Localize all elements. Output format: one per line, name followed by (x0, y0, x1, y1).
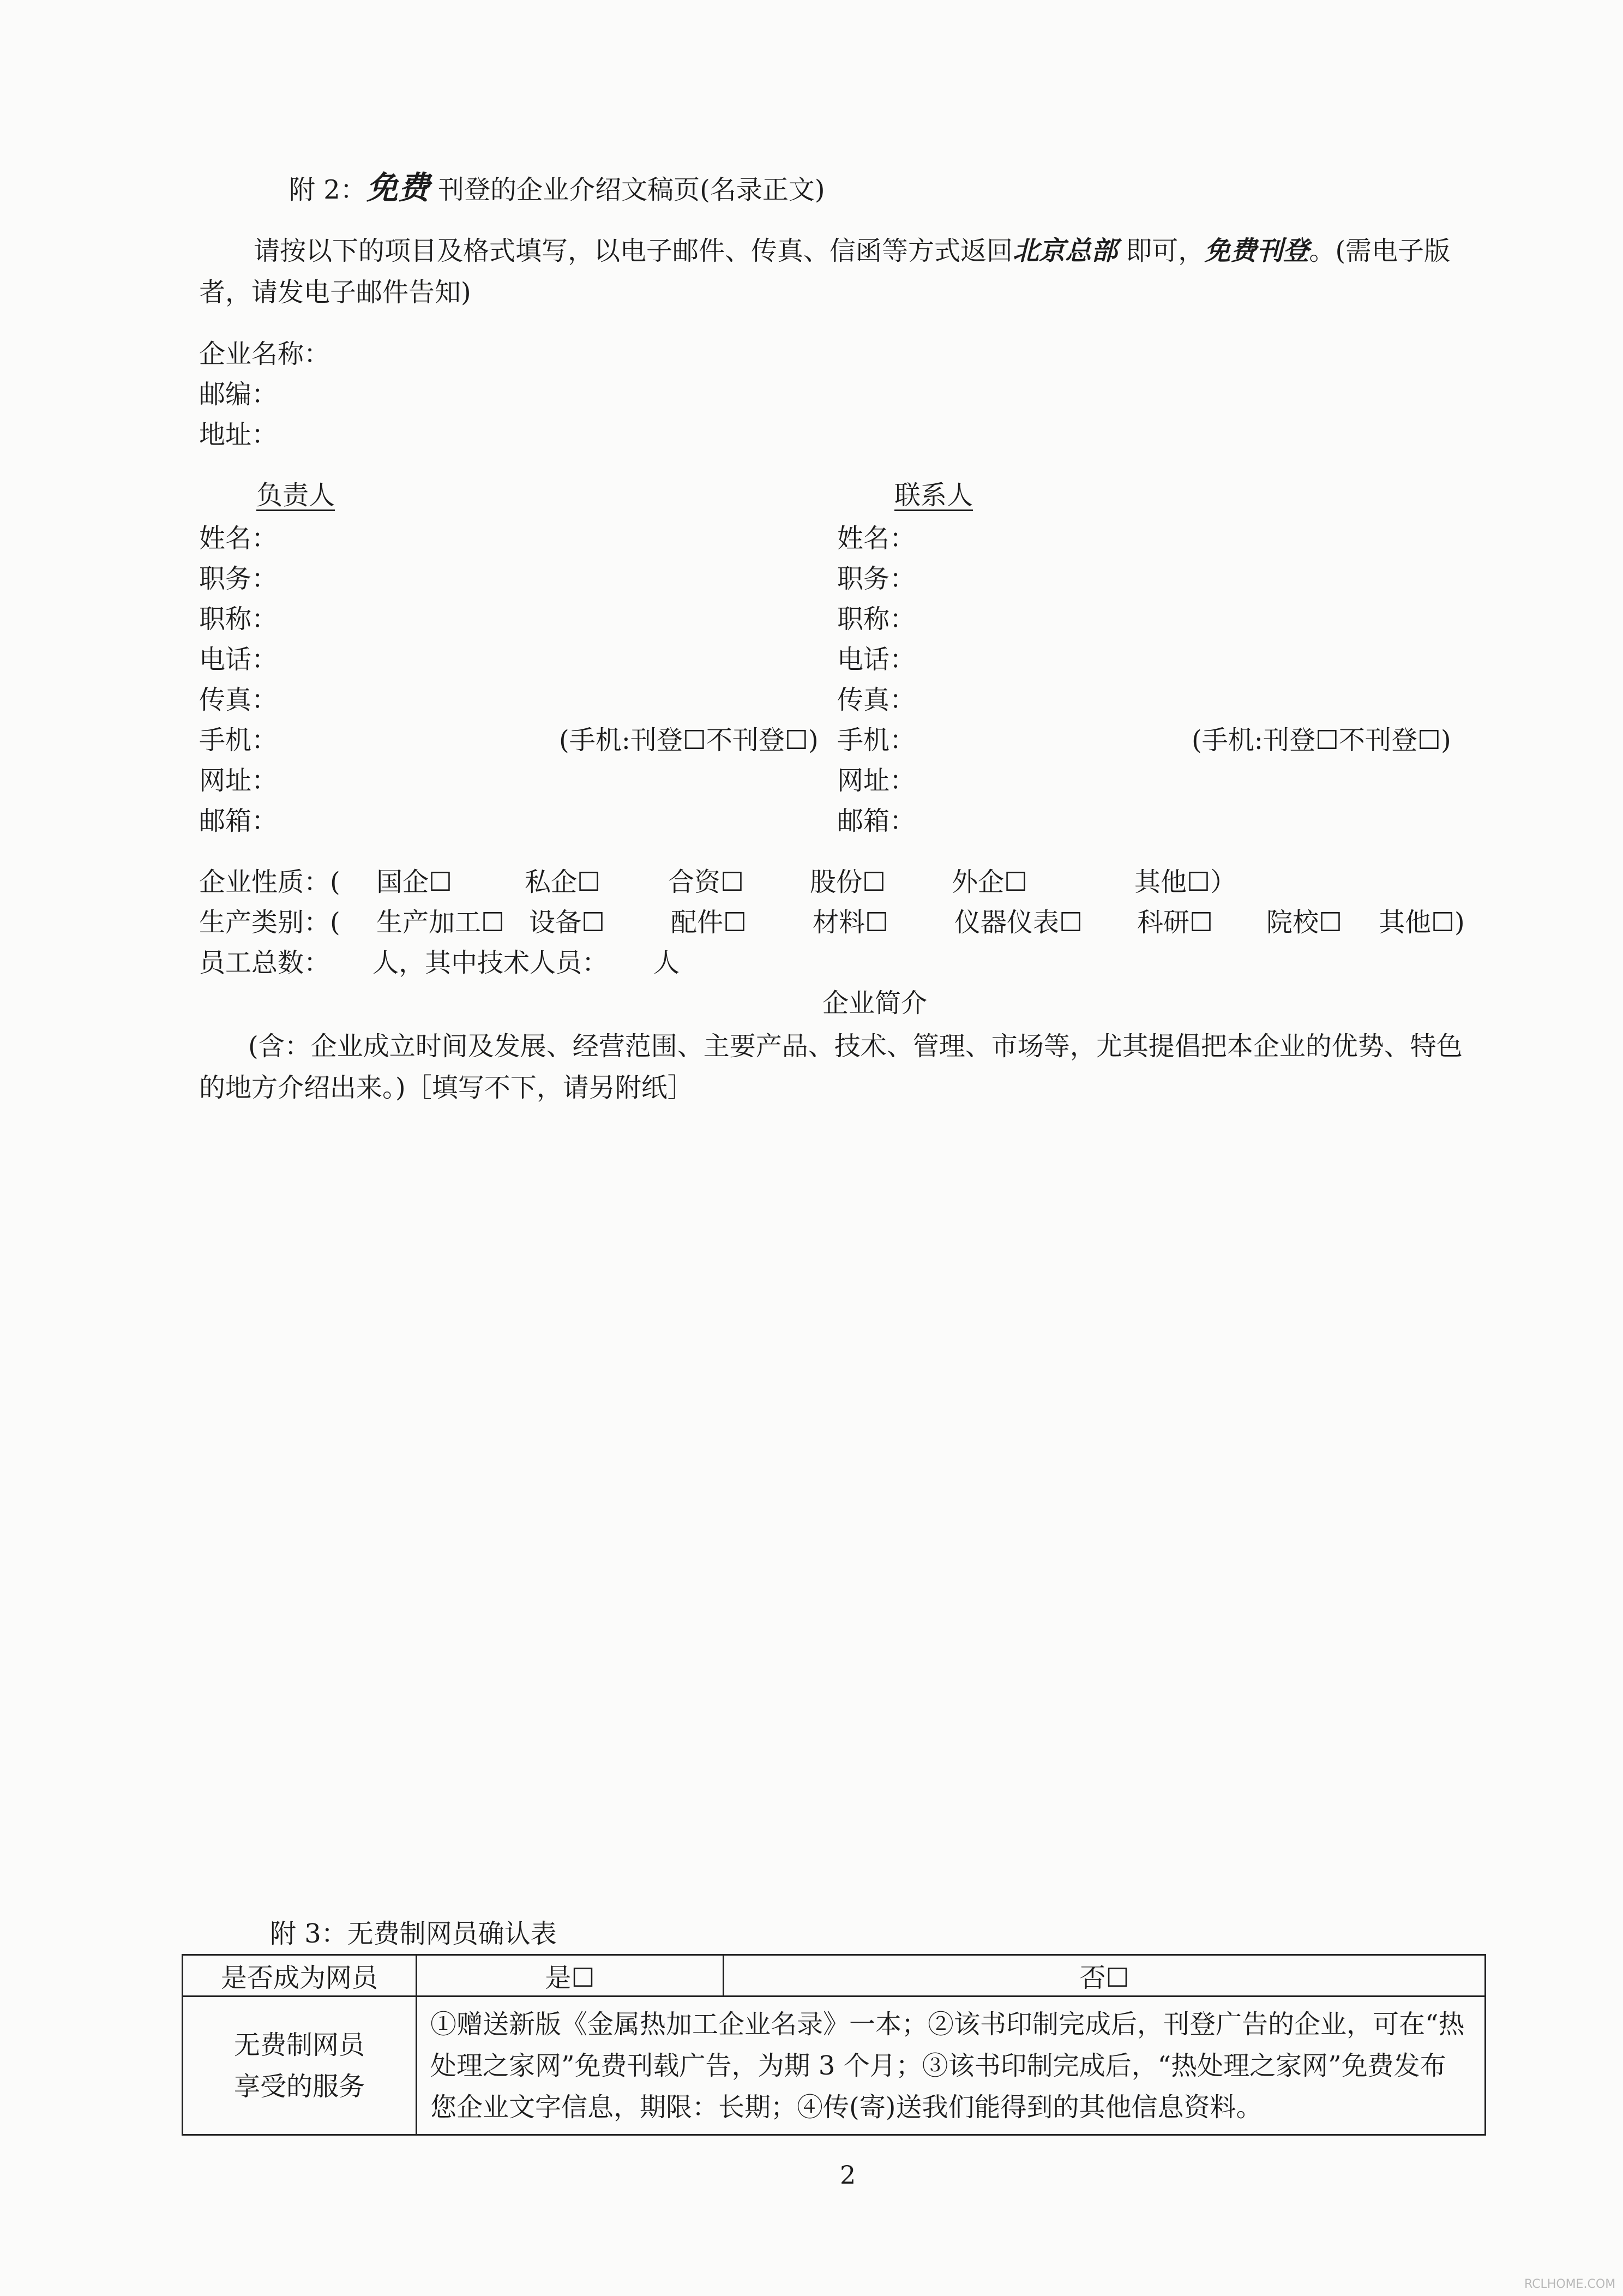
contact-heading: 联系人 (894, 480, 973, 511)
profile-note-text: (含：企业成立时间及发展、经营范围、主要产品、技术、管理、市场等，尤其提倡把本企业的优势、特色的地方介绍出来。)［填写不下，请另附纸］ (199, 1031, 1463, 1103)
contact-fax: 传真： (837, 685, 916, 715)
services-description: ①赠送新版《金属热加工企业名录》一本；②该书印制完成后，刊登广告的企业，可在“热处理之家网”免费刊载广告，为期 3 个月；③该书印制完成后，“热处理之家网”免费发布您企业文字信息，期限：长期；④传(寄)送我们能得到的其他信息资料。 (417, 1997, 1486, 2135)
employees-label: 员工总数： (199, 948, 330, 978)
responsible-fax: 传真： (199, 685, 278, 715)
profile-note (199, 1026, 1486, 1108)
field-address: 地址： (199, 419, 278, 450)
responsible-phone: 电话： (199, 644, 278, 675)
responsible-fields (199, 518, 278, 841)
instruction-hq: 北京总部 (1013, 236, 1118, 266)
profile-heading: 企业简介 (822, 988, 928, 1018)
contact-position: 职务： (837, 563, 916, 594)
yes-checkbox[interactable]: 是☐ (417, 1955, 724, 1997)
responsible-heading: 负责人 (256, 480, 335, 511)
employees-unit-2: 人 (653, 948, 680, 978)
contact-email: 邮箱： (837, 806, 916, 836)
nature-option-foreign: 外企☐ (952, 867, 1028, 897)
instruction-text-2: 即可， (1117, 236, 1205, 266)
responsible-website: 网址： (199, 765, 278, 796)
services-label-cell (183, 1997, 417, 2135)
employees-unit-1: 人，其中技术人员： (372, 948, 609, 978)
nature-option-private: 私企☐ (525, 867, 601, 897)
nature-option-joint: 合资☐ (668, 867, 744, 897)
no-checkbox[interactable]: 否☐ (724, 1955, 1486, 1997)
appendix2-title (289, 170, 825, 207)
production-label: 生产类别：( (199, 907, 340, 938)
responsible-mobile: 手机： (199, 725, 278, 756)
field-postcode: 邮编： (199, 379, 278, 410)
services-label-line1: 无费制网员 (233, 2029, 365, 2060)
production-option-college: 院校☐ (1266, 907, 1343, 938)
appendix2-prefix: 附 2： (289, 175, 366, 205)
contact-fields (837, 518, 916, 841)
responsible-mobile-option: (手机:刊登☐不刊登☐) (559, 725, 819, 756)
production-option-instruments: 仪器仪表☐ (954, 907, 1083, 938)
production-option-equipment: 设备☐ (529, 907, 605, 938)
production-option-research: 科研☐ (1137, 907, 1213, 938)
appendix2-free-emphasis: 免费 (366, 169, 430, 206)
watermark-text: RCLHOME.COM (1524, 2277, 1616, 2291)
responsible-title: 职称： (199, 604, 278, 634)
responsible-email: 邮箱： (199, 806, 278, 836)
page-number: 2 (840, 2160, 856, 2190)
contact-mobile: 手机： (837, 725, 916, 756)
nature-option-other: 其他☐） (1134, 867, 1237, 897)
membership-table (182, 1954, 1486, 2136)
instruction-text-1: 请按以下的项目及格式填写，以电子邮件、传真、信函等方式返回 (254, 236, 1013, 266)
nature-option-shares: 股份☐ (810, 867, 886, 897)
instruction-paragraph (199, 230, 1486, 313)
production-option-parts: 配件☐ (671, 907, 747, 938)
contact-title: 职称： (837, 604, 916, 634)
company-fields (199, 334, 330, 455)
contact-website: 网址： (837, 765, 916, 796)
contact-phone: 电话： (837, 644, 916, 675)
production-option-other: 其他☐) (1379, 907, 1465, 938)
production-option-processing: 生产加工☐ (376, 907, 505, 938)
contact-mobile-option: (手机:刊登☐不刊登☐) (1192, 725, 1451, 756)
nature-option-state: 国企☐ (376, 867, 453, 897)
nature-label: 企业性质：( (199, 867, 340, 897)
membership-question-cell: 是否成为网员 (183, 1955, 417, 1997)
appendix3-title: 附 3：无费制网员确认表 (270, 1919, 557, 1949)
instruction-free-publish: 免费刊登 (1204, 236, 1309, 266)
field-company-name: 企业名称： (199, 339, 330, 369)
services-label-line2: 享受的服务 (233, 2071, 365, 2102)
responsible-name: 姓名： (199, 523, 278, 554)
appendix2-title-rest: 刊登的企业介绍文稿页(名录正文) (438, 175, 825, 205)
contact-name: 姓名： (837, 523, 916, 554)
table-row (183, 1955, 1486, 1997)
production-option-materials: 材料☐ (813, 907, 889, 938)
responsible-position: 职务： (199, 563, 278, 594)
table-row (183, 1997, 1486, 2135)
instruction-text-3: 。(需电子版者，请发电子邮件告知) (199, 236, 1451, 308)
